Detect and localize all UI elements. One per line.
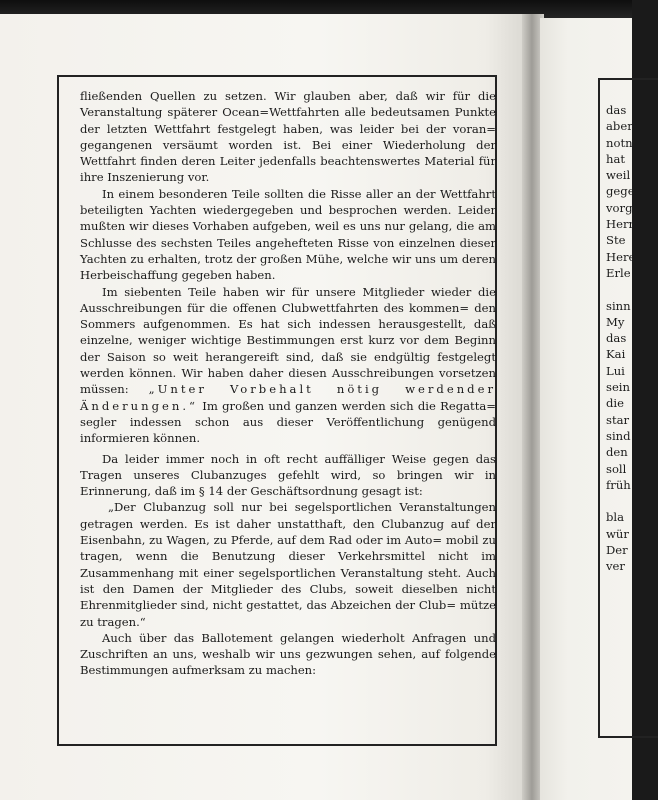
paragraph-race-announcements — [80, 284, 496, 447]
facing-line: hat — [606, 151, 626, 166]
paragraph-bylaw-quote: „Der Clubanzug soll nur bei segelsportlichen Veranstaltungen getragen werden. Es ist daher unstatthaft, den Clubanzug auf der Eisenbahn, zu Wagen, zu Pferde, auf dem Rad oder im Auto= mobil zu tragen, wenn die Benutzung dieser Verkehrsmittel nicht im Zusammenhang mit einer segelsportlichen Veranstaltung steht. Auch ist den Damen der Mitglieder des Clubs, soweit dieselben nicht Ehrenmitglieder sind, nicht gestattet, das Abzeichen der Club= mütze zu tragen.“ — [80, 500, 496, 629]
facing-line: Here — [606, 249, 636, 264]
facing-line: sein — [606, 380, 630, 395]
facing-line: sinn — [606, 298, 631, 313]
reservation-quote: „Unter Vorbehalt nötig werdender Änderungen.“ — [80, 382, 497, 413]
facing-page-text — [606, 102, 646, 575]
paragraph-ballotement: Auch über das Ballotement gelangen wiederholt Anfragen und Zuschriften an uns, weshalb wir uns gezwungen sehen, auf folgende Bestimmungen aufmerksam zu machen: — [80, 630, 496, 678]
paragraph-yacht-plans: In einem besonderen Teile sollten die Risse aller an der Wettfahrt beteiligten Yachten wiedergegeben und besprochen werden. Leider mußten wir dieses Vorhaben aufgeben, weil es uns nur gelang, die am Schlusse des sechsten Teiles angehefteten Risse von einzelnen dieser Yachten zu erhalten, trotz der großen Mühe, welche wir uns um deren Herbeischaffung gegeben haben. — [80, 186, 496, 283]
facing-line: notn — [606, 135, 633, 150]
announcements-text: Im siebenten Teile haben wir für unsere Mitglieder wieder die Ausschreibungen für die offenen Clubwettfahrten des kommen= den Sommers aufgenommen. Es hat sich indessen herausgestellt, daß einzelne, weniger wichtige Bestimmungen erst kurz vor dem Beginn der Saison so weit herangereift sind, daß sie endgültig festgelegt werden können. Wir haben daher diesen Ausschreibungen vorsetzen müssen: — [80, 284, 496, 397]
facing-line: bla — [606, 510, 625, 525]
facing-line: das — [606, 331, 627, 346]
facing-line: die — [606, 396, 624, 411]
facing-line: gege — [606, 184, 635, 199]
facing-line: weil — [606, 168, 631, 183]
facing-line: Herr — [606, 217, 635, 232]
page-text — [80, 88, 496, 679]
facing-line: Kai — [606, 347, 626, 362]
facing-line: wür — [606, 526, 629, 541]
facing-line: Lui — [606, 363, 625, 378]
regatta-note: Im großen und ganzen werden sich die Regatta= segler indessen schon aus dieser Veröffentlichung genügend informieren können. — [80, 398, 496, 446]
facing-line: Erle — [606, 265, 631, 280]
paragraph-club-suit: Da leider immer noch in oft recht auffälliger Weise gegen das Tragen unseres Clubanzuges gefehlt wird, so bringen wir in Erinnerung, daß im § 14 der Geschäftsordnung gesagt ist: — [80, 451, 496, 499]
facing-line: Der — [606, 543, 628, 558]
facing-line: Ste — [606, 233, 626, 248]
facing-line-blank — [606, 281, 646, 297]
facing-line-blank — [606, 493, 646, 509]
paragraph-ocean-race: fließenden Quellen zu setzen. Wir glauben aber, daß wir für die Veranstaltung späterer Ocean=Wettfahrten alle bedeutsamen Punkte der letzten Wettfahrt festgelegt haben, was leider bei der voran= gegangenen versäumt worden ist. Bei einer Wiederholung der Wettfahrt finden deren Leiter jedenfalls beachtenswertes Material für ihre Inszenierung vor. — [80, 89, 496, 185]
facing-line: star — [606, 412, 630, 427]
facing-line: aber — [606, 119, 633, 134]
facing-line: das — [606, 103, 627, 117]
facing-line: vorg — [606, 200, 633, 215]
facing-line: My — [606, 314, 625, 329]
facing-line: früh — [606, 477, 631, 492]
facing-line: den — [606, 445, 628, 460]
facing-line: ver — [606, 559, 625, 574]
facing-line: soll — [606, 461, 627, 476]
facing-line: sind — [606, 428, 631, 443]
